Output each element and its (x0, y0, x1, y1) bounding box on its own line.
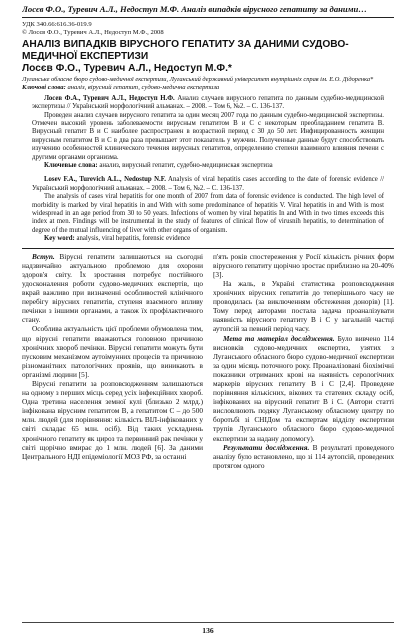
body-columns (22, 252, 394, 470)
abstract-en-kw-text: analysis, viral hepatitis, forensic evidence (76, 235, 191, 243)
abstract-ru-text: Проведен анализ случаев вирусного гепатита за один месяц 2007 года по данным судебно-медицинской экспертизы. Отмечен высокий уровень заболеваемости вирусным гепатитом В и С с некоторым преобладанием гепатита В. Вирусный гепатит В и С наиболее распространен в возрастной период с 30 до 50 лет. Инфицированность женщин вирусным гепатитом В и С в два раза превышает этот показатель у мужчин. Полученные данные будут способствовать изучению особенностей клинического течения вирусных гепатитов, определению степени взаимного влияния печени с другими органами организма. (32, 111, 384, 161)
body-divider (22, 248, 394, 249)
page-number: 136 (202, 626, 214, 635)
udc-code: УДК 340.66:616.36-019.9 (22, 21, 92, 28)
abstract-en-keywords (32, 235, 384, 243)
abstract-ru-keywords (32, 162, 384, 170)
results-text: В результаті проведеного аналізу було встановлено, що зі 114 аутопсій, проведених протягом одного (213, 442, 395, 470)
abstract-en-kw-label: Key word: (44, 235, 75, 243)
results-paragraph (213, 443, 394, 470)
abstract-ru-kw-text: анализ, вирусный гепатит, судебно-медицинская экспертиза (99, 162, 273, 170)
abstract-en-citation (32, 176, 384, 193)
keywords-label: Ключові слова: (22, 83, 66, 91)
author-affiliation: Луганське обласне бюро судово-медичної експертизи, Луганський державний університет внутрішніх справ ім. Е.О. Дідоренка* (22, 76, 374, 83)
article-title: АНАЛІЗ ВИПАДКІВ ВІРУСНОГО ГЕПАТИТУ ЗА ДАНИМИ СУДОВО-МЕДИЧНОЇ ЕКСПЕРТИЗИ (22, 39, 349, 62)
abstract-ru-citation-rest: Анализ случаев вирусного гепатита по данным судебно-медицинской экспертизы // Украïнський морфологiчний альманах. – 2008. – Том 6, №2. – С. 136-137. (32, 94, 384, 111)
footer-divider (22, 622, 394, 623)
abstract-ru-citation (32, 95, 384, 112)
abstract-ru-kw-label: Ключевые слова: (44, 162, 98, 170)
right-paragraph-1: п'ять років спостереження у Росії кількість річних форм вірусного гепатиту щорічно зростає приблизно на 20-40% [3]. (213, 251, 394, 279)
right-column (213, 252, 394, 470)
left-paragraph-2: Особлива актуальність цієї проблеми обумовлена тим, що вірусні гепатити вважаються головною причиною хронічних хвороб печінки. Вірусні гепатити можуть бути пусковим механізмом аутоімунних процесів та причиною різноманітних патологічних проявів, що виникають в організмі людини [5]. (22, 324, 203, 379)
keywords-text: аналіз, вірусний гепатит, судово-медична експертиза (67, 83, 220, 91)
intro-heading: Вступ. (32, 251, 55, 261)
abstract-ru-citation-authors: Лосев Ф.А., Туревич А.Л., Недоступ Н.Ф. (44, 94, 175, 102)
abstract-en-citation-authors: Losev F.A., Turevich A.L., Nedostup N.F. (44, 176, 166, 184)
left-column (22, 252, 203, 470)
results-heading: Результати дослідження. (223, 442, 310, 452)
article-authors: Лосєв Ф.О., Туревич А.Л., Недоступ М.Ф.* (22, 63, 232, 74)
intro-text: Вірусні гепатити залишаються на сьогодні надзвичайно актуальною проблемою для охорони здоров'я світу. Їх зростання потребує постійного удосконалення роботи судово-медичних експертів, що вкрай важливо при визначенні особливостей клінічного перебігу вірусних гепатитів, ступеня взаємного впливу печінки з іншими органами, а також їх профілактичного стану. (22, 251, 203, 325)
copyright-line: © Лосєв Ф.О., Туревич А.Л., Недоступ М.Ф., 2008 (22, 29, 164, 36)
methods-text: Було вивчено 114 висновків судово-медичних експертиз, узятих з Луганського обласного бюро судово-медичної експертизи за один місяць поточного року. Проаналізовані біохімічні показники отриманих крові на наявність серологічних маркерів вірусних гепатиту В і С [2,4]. Проведене порівняння кількісних, вікових та статевих складу осіб, інфікованих на вірусний гепатит В і С. (Автори статті висловлюють подяку Луганському обласному центру по боротьбі зі СНІДом та експертам відділу експертизи трупів Луганського обласного бюро судово-медичної експертизи за надану допомогу). (213, 333, 394, 443)
running-head: Лосєв Ф.О., Туревич А.Л., Недоступ М.Ф. Аналіз випадків вірусного гепатиту за даними… (22, 4, 394, 18)
keywords-uk (22, 84, 394, 92)
methods-heading: Мета та матеріал дослідження. (223, 333, 335, 343)
intro-paragraph (22, 252, 203, 325)
right-paragraph-2: На жаль, в Україні статистика розповсюдження хронічних вірусних гепатитів до теперішнього часу не проводилась (за виключенням обстеження донорів) [1]. Тому перед авторами постала задача проаналізувати наявність вірусного гепатиту В і С у загальній частці аутопсій за певний період часу. (213, 278, 394, 334)
left-paragraph-3: Вірусні гепатити за розповсюдженням залишаються на одному з перших місць серед усіх інфекційних хвороб. Одна третина населення земної кулі (близько 2 млрд.) інфікована вірусним гепатитом В, а гепатитом С – до 500 млн. людей (для порівняння: кількість ВІЛ-інфікованих у світі складає 65 млн. осіб). Від таких ускладнень хронічного гепатиту як цироз та первинний рак печінки у світі щорічно вмирає до 1 млн. людей [6]. За даними Центрального НДІ епідеміології МОЗ РФ, за останні (22, 379, 203, 461)
abstract-en-citation-rest: Analysis of viral hepatitis cases according to the date of forensic evidence // Украïнський морфологiчний альманах. – 2008. – Том 6, №2. – С. 136-137. (32, 176, 385, 192)
abstracts-block (22, 95, 394, 244)
methods-paragraph (213, 334, 394, 443)
abstract-en-text: The analysis of cases viral hepatitis for one month of 2007 from data of forensic evidence is conducted. The high level of morbidity is marked by viral hepatitis in and With with some predominance of hepatitis V. Viral hepatitis in and With is most widespread in an age period from 30 to 50 years. Infections of women by viral hepatitis In and With in two times exceeds this index at men. Findings will be instrumental in the study of features of clinical flow of virusnih hepatitis, to determination of degree of the mutual influencing of liver with other organs of organism. (32, 193, 384, 234)
